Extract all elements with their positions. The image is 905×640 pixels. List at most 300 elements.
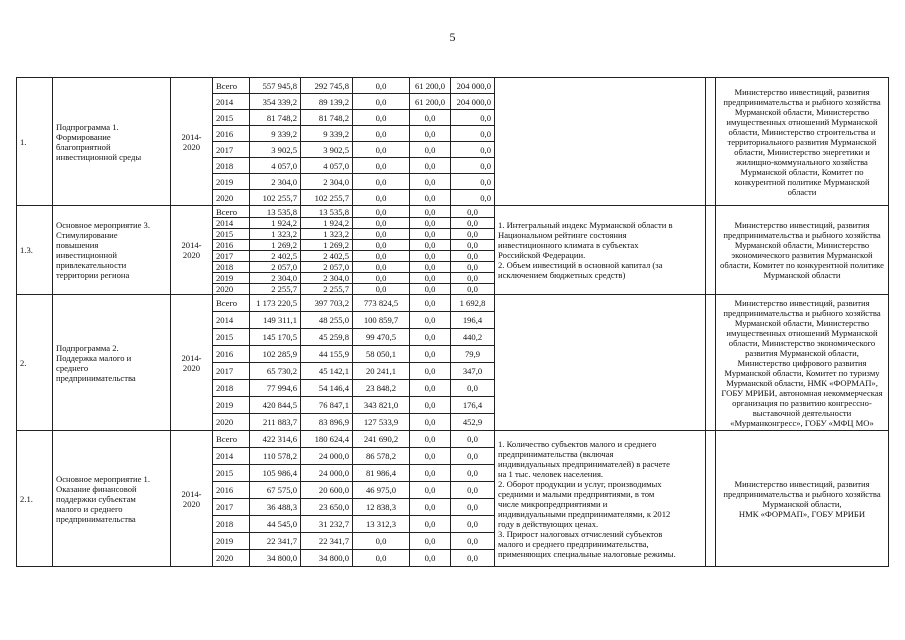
executor-line: выставочной деятельности (752, 407, 852, 418)
amount-cell: 0,0 (410, 240, 451, 251)
amount-cell: 557 945,8 (250, 78, 301, 94)
program-name-line: среднего (56, 362, 89, 373)
amount-cell: 0,0 (410, 126, 451, 142)
indicator-line: предпринимательства (включая (498, 448, 614, 459)
program-name-line: Основное мероприятие 1. (56, 473, 150, 484)
amount-cell: 0,0 (451, 218, 495, 229)
amount-cell: 149 311,1 (250, 312, 301, 329)
program-name-line: Основное мероприятие 3. (56, 220, 150, 230)
executor-line: развития Мурманской области, (745, 347, 859, 358)
amount-cell: 211 883,7 (250, 414, 301, 431)
amount-cell: 0,0 (451, 482, 495, 499)
indicator-line: инвестиционного климата в субъектах (498, 240, 639, 250)
period-line: 2020 (182, 141, 201, 152)
amount-cell: 4 057,0 (301, 158, 353, 174)
indicator-line: индивидуальными предпринимателями, к 2012 (498, 508, 671, 519)
indicator-line: 2. Объем инвестиций в основной капитал (за (498, 260, 663, 270)
amount-cell: 48 255,0 (301, 312, 353, 329)
executor-line: Мурманской области, Комитет по туризму (724, 367, 880, 378)
executor-line: Министерство инвестиций, развития (734, 86, 870, 97)
program-name-line: предпринимательства (56, 372, 136, 383)
year-cell: 2019 (213, 397, 250, 414)
program-name-line: Стимулирование (56, 230, 118, 240)
amount-cell: 0,0 (410, 431, 451, 448)
year-cell: 2015 (213, 110, 250, 126)
indicator-line: году в действующих ценах. (498, 518, 599, 529)
program-name-line: малого и среднего (56, 503, 123, 514)
year-cell: Всего (213, 78, 250, 94)
program-name-line: повышения (56, 240, 99, 250)
amount-cell: 100 859,7 (353, 312, 410, 329)
amount-cell: 81 748,2 (301, 110, 353, 126)
amount-cell: 0,0 (451, 273, 495, 284)
amount-cell: 0,0 (410, 329, 451, 346)
amount-cell: 0,0 (410, 273, 451, 284)
amount-cell: 0,0 (410, 284, 451, 295)
amount-cell: 3 902,5 (301, 142, 353, 158)
indicator-line: 2. Оборот продукции и услуг, производимых (498, 478, 662, 489)
executor-line: конкурентной политике Мурманской (734, 176, 870, 187)
amount-cell: 24 000,0 (301, 448, 353, 465)
amount-cell: 0,0 (353, 284, 410, 295)
program-name-line: предпринимательства (56, 513, 136, 524)
amount-cell: 0,0 (451, 158, 495, 174)
amount-cell: 4 057,0 (250, 158, 301, 174)
year-cell: 2017 (213, 142, 250, 158)
indicator-line: на 1 тыс. человек населения. (498, 468, 604, 479)
program-name (53, 206, 171, 295)
amount-cell: 0,0 (353, 94, 410, 110)
amount-cell: 99 470,5 (353, 329, 410, 346)
amount-cell: 204 000,0 (451, 78, 495, 94)
amount-cell: 0,0 (451, 174, 495, 190)
year-cell: 2016 (213, 126, 250, 142)
year-cell: 2015 (213, 229, 250, 240)
program-name-line: инвестиционной (56, 250, 117, 260)
amount-cell: 2 402,5 (301, 251, 353, 262)
amount-cell: 145 170,5 (250, 329, 301, 346)
year-cell: 2019 (213, 533, 250, 550)
amount-cell: 0,0 (353, 262, 410, 273)
amount-cell: 440,2 (451, 329, 495, 346)
year-cell: 2019 (213, 174, 250, 190)
executor-line: Министерство цифрового развития (737, 357, 867, 368)
amount-cell: 0,0 (410, 499, 451, 516)
executor-line: Министерство инвестиций, развития (734, 297, 870, 308)
spacer-cell (706, 206, 716, 295)
amount-cell: 292 745,8 (301, 78, 353, 94)
amount-cell: 0,0 (353, 158, 410, 174)
amount-cell: 0,0 (353, 229, 410, 240)
program-name (53, 295, 171, 431)
amount-cell: 3 902,5 (250, 142, 301, 158)
amount-cell: 1 924,2 (250, 218, 301, 229)
amount-cell: 9 339,2 (250, 126, 301, 142)
amount-cell: 0,0 (451, 448, 495, 465)
amount-cell: 0,0 (410, 262, 451, 273)
amount-cell: 36 488,3 (250, 499, 301, 516)
amount-cell: 110 578,2 (250, 448, 301, 465)
year-cell: Всего (213, 295, 250, 312)
amount-cell: 452,9 (451, 414, 495, 431)
executor-line: Мурманской области (763, 270, 841, 280)
amount-cell: 343 821,0 (353, 397, 410, 414)
year-cell: 2020 (213, 414, 250, 431)
amount-cell: 44 155,9 (301, 346, 353, 363)
indicator-line: средними и малыми предприятиями, в том (498, 488, 655, 499)
indicators (495, 295, 706, 431)
period-line: 2014- (181, 488, 202, 499)
amount-cell: 65 730,2 (250, 363, 301, 380)
executor-line: предпринимательства и рыбного хозяйства (723, 488, 881, 499)
amount-cell: 0,0 (451, 142, 495, 158)
amount-cell: 422 314,6 (250, 431, 301, 448)
year-cell: 2016 (213, 482, 250, 499)
amount-cell: 0,0 (451, 262, 495, 273)
executor-line: ГОБУ МРИБИ, автономная некоммерческая (721, 387, 883, 398)
item-number: 1.3. (17, 206, 53, 295)
executor-line: области, Министерство экономического (728, 337, 876, 348)
amount-cell: 0,0 (410, 110, 451, 126)
amount-cell: 2 057,0 (301, 262, 353, 273)
year-cell: 2014 (213, 218, 250, 229)
amount-cell: 13 535,8 (250, 206, 301, 218)
indicator-line: малого и среднего предпринимательства, (498, 538, 649, 549)
year-cell: 2015 (213, 329, 250, 346)
amount-cell: 1 269,2 (301, 240, 353, 251)
amount-cell: 0,0 (410, 190, 451, 206)
executor-line: Мурманской области, (762, 498, 842, 509)
indicators (495, 206, 706, 295)
executor-line: экономического развития Мурманской (731, 250, 873, 260)
indicator-line: Российской Федерации. (498, 250, 586, 260)
year-cell: 2014 (213, 312, 250, 329)
amount-cell: 23 650,0 (301, 499, 353, 516)
amount-cell: 46 975,0 (353, 482, 410, 499)
amount-cell: 79,9 (451, 346, 495, 363)
amount-cell: 204 000,0 (451, 94, 495, 110)
year-cell: 2016 (213, 346, 250, 363)
program-name-line: Формирование (56, 131, 111, 142)
amount-cell: 13 535,8 (301, 206, 353, 218)
amount-cell: 76 847,1 (301, 397, 353, 414)
program-name-line: Подпрограмма 1. (56, 121, 119, 132)
executor-line: НМК «ФОРМАП», ГОБУ МРИБИ (738, 508, 866, 519)
year-cell: 2015 (213, 465, 250, 482)
amount-cell: 0,0 (451, 380, 495, 397)
executors (716, 78, 889, 206)
amount-cell: 2 255,7 (250, 284, 301, 295)
period-line: 2014- (181, 131, 202, 142)
period (171, 431, 213, 567)
amount-cell: 23 848,2 (353, 380, 410, 397)
year-cell: 2014 (213, 448, 250, 465)
amount-cell: 0,0 (410, 295, 451, 312)
amount-cell: 1 924,2 (301, 218, 353, 229)
amount-cell: 397 703,2 (301, 295, 353, 312)
amount-cell: 0,0 (353, 550, 410, 567)
amount-cell: 1 323,2 (250, 229, 301, 240)
amount-cell: 34 800,0 (250, 550, 301, 567)
amount-cell: 2 304,0 (250, 273, 301, 284)
amount-cell: 176,4 (451, 397, 495, 414)
amount-cell: 0,0 (353, 206, 410, 218)
amount-cell: 1 692,8 (451, 295, 495, 312)
executor-line: области, Министерство энергетики и (734, 146, 870, 157)
table-row (17, 431, 889, 448)
executor-line: области, Комитет по конкурентной политике (720, 260, 884, 270)
amount-cell: 0,0 (451, 550, 495, 567)
amount-cell: 0,0 (353, 142, 410, 158)
executor-line: организация по развитию конгрессно- (732, 397, 872, 408)
table-row (17, 295, 889, 312)
indicator-line: Национальном рейтинге состояния (498, 230, 627, 240)
amount-cell: 12 838,3 (353, 499, 410, 516)
period (171, 206, 213, 295)
program-name-line: привлекательности (56, 260, 127, 270)
executor-line: области (787, 186, 817, 197)
amount-cell: 241 690,2 (353, 431, 410, 448)
amount-cell: 81 986,4 (353, 465, 410, 482)
amount-cell: 0,0 (451, 499, 495, 516)
amount-cell: 0,0 (451, 110, 495, 126)
spacer-cell (706, 78, 716, 206)
indicator-line: индивидуальных предпринимателей) в расчете (498, 458, 670, 469)
program-name-line: Оказание финансовой (56, 483, 137, 494)
amount-cell: 0,0 (410, 465, 451, 482)
amount-cell: 45 259,8 (301, 329, 353, 346)
amount-cell: 0,0 (353, 533, 410, 550)
amount-cell: 0,0 (451, 251, 495, 262)
amount-cell: 0,0 (451, 229, 495, 240)
year-cell: Всего (213, 206, 250, 218)
indicator-line: 1. Количество субъектов малого и среднего (498, 438, 657, 449)
executor-line: территориального развития Мурманской (727, 136, 877, 147)
year-cell: 2018 (213, 380, 250, 397)
amount-cell: 0,0 (410, 414, 451, 431)
amount-cell: 0,0 (410, 312, 451, 329)
executor-line: Мурманской области, Комитет по (740, 166, 864, 177)
amount-cell: 89 139,2 (301, 94, 353, 110)
amount-cell: 86 578,2 (353, 448, 410, 465)
program-name-line: инвестиционной среды (56, 151, 142, 162)
amount-cell: 0,0 (410, 363, 451, 380)
period (171, 295, 213, 431)
amount-cell: 58 050,1 (353, 346, 410, 363)
executors (716, 206, 889, 295)
amount-cell: 0,0 (353, 218, 410, 229)
executor-line: предпринимательства и рыбного хозяйства (723, 307, 881, 318)
amount-cell: 0,0 (410, 397, 451, 414)
amount-cell: 0,0 (410, 251, 451, 262)
amount-cell: 13 312,3 (353, 516, 410, 533)
amount-cell: 0,0 (451, 533, 495, 550)
year-cell: 2019 (213, 273, 250, 284)
amount-cell: 83 896,9 (301, 414, 353, 431)
item-number: 2.1. (17, 431, 53, 567)
indicator-line: 3. Прирост налоговых отчислений субъектов (498, 528, 663, 539)
year-cell: 2018 (213, 262, 250, 273)
indicators (495, 431, 706, 567)
executor-line: предпринимательства и рыбного хозяйства (723, 230, 881, 240)
executor-line: имущественных отношений Мурманской (726, 327, 878, 338)
amount-cell: 2 255,7 (301, 284, 353, 295)
executor-line: Мурманской области, НМК «ФОРМАП», (726, 377, 878, 388)
amount-cell: 102 285,9 (250, 346, 301, 363)
period (171, 78, 213, 206)
amount-cell: 0,0 (451, 240, 495, 251)
period-line: 2020 (182, 498, 201, 509)
amount-cell: 0,0 (410, 482, 451, 499)
amount-cell: 2 304,0 (301, 273, 353, 284)
amount-cell: 2 304,0 (250, 174, 301, 190)
amount-cell: 347,0 (451, 363, 495, 380)
amount-cell: 0,0 (410, 218, 451, 229)
table-row (17, 78, 889, 94)
amount-cell: 0,0 (353, 110, 410, 126)
executor-line: Мурманской области, Министерство (734, 317, 870, 328)
amount-cell: 0,0 (410, 142, 451, 158)
amount-cell: 0,0 (451, 516, 495, 533)
amount-cell: 0,0 (410, 448, 451, 465)
year-cell: 2018 (213, 516, 250, 533)
amount-cell: 67 575,0 (250, 482, 301, 499)
period-line: 2014- (181, 352, 202, 363)
indicator-line: применяющих специальные налоговые режимы. (498, 548, 676, 559)
executor-line: Министерство инвестиций, развития (734, 478, 870, 489)
year-cell: 2017 (213, 499, 250, 516)
executor-line: предпринимательства и рыбного хозяйства (723, 96, 881, 107)
amount-cell: 0,0 (353, 126, 410, 142)
amount-cell: 102 255,7 (250, 190, 301, 206)
period-line: 2014- (181, 240, 202, 250)
amount-cell: 0,0 (353, 240, 410, 251)
year-cell: 2014 (213, 94, 250, 110)
program-name-line: Поддержка малого и (56, 352, 132, 363)
amount-cell: 22 341,7 (301, 533, 353, 550)
amount-cell: 0,0 (410, 229, 451, 240)
year-cell: 2020 (213, 190, 250, 206)
amount-cell: 0,0 (410, 346, 451, 363)
amount-cell: 0,0 (410, 158, 451, 174)
executor-line: «Мурманконгресс», ГОБУ «МФЦ МО» (730, 417, 874, 428)
amount-cell: 0,0 (410, 550, 451, 567)
indicator-line: 1. Интегральный индекс Мурманской области в (498, 220, 673, 230)
amount-cell: 77 994,6 (250, 380, 301, 397)
amount-cell: 0,0 (451, 206, 495, 218)
spacer-cell (706, 295, 716, 431)
amount-cell: 2 304,0 (301, 174, 353, 190)
executor-line: области, Министерство строительства и (728, 126, 876, 137)
program-name-line: поддержки субъектам (56, 493, 136, 504)
amount-cell: 34 800,0 (301, 550, 353, 567)
executor-line: Мурманской области, Министерство (734, 106, 870, 117)
amount-cell: 105 986,4 (250, 465, 301, 482)
amount-cell: 773 824,5 (353, 295, 410, 312)
year-cell: Всего (213, 431, 250, 448)
amount-cell: 44 545,0 (250, 516, 301, 533)
item-number: 1. (17, 78, 53, 206)
amount-cell: 127 533,9 (353, 414, 410, 431)
amount-cell: 20 600,0 (301, 482, 353, 499)
item-number: 2. (17, 295, 53, 431)
executor-line: Министерство инвестиций, развития (734, 220, 870, 230)
amount-cell: 0,0 (410, 206, 451, 218)
amount-cell: 31 232,7 (301, 516, 353, 533)
indicator-line: числе микропредприятиями и (498, 498, 608, 509)
indicators (495, 78, 706, 206)
amount-cell: 61 200,0 (410, 78, 451, 94)
year-cell: 2018 (213, 158, 250, 174)
period-line: 2020 (182, 250, 201, 260)
year-cell: 2017 (213, 363, 250, 380)
program-name-line: Подпрограмма 2. (56, 342, 119, 353)
amount-cell: 0,0 (353, 273, 410, 284)
amount-cell: 196,4 (451, 312, 495, 329)
amount-cell: 45 142,1 (301, 363, 353, 380)
page-number: 5 (449, 30, 456, 44)
amount-cell: 0,0 (353, 251, 410, 262)
program-name (53, 78, 171, 206)
amount-cell: 354 339,2 (250, 94, 301, 110)
executor-line: Мурманской области, Министерство (734, 240, 870, 250)
year-cell: 2020 (213, 550, 250, 567)
amount-cell: 1 269,2 (250, 240, 301, 251)
amount-cell: 81 748,2 (250, 110, 301, 126)
program-name-line: территории региона (56, 270, 130, 280)
program-name (53, 431, 171, 567)
amount-cell: 1 323,2 (301, 229, 353, 240)
year-cell: 2020 (213, 284, 250, 295)
spacer-cell (706, 431, 716, 567)
amount-cell: 180 624,4 (301, 431, 353, 448)
amount-cell: 0,0 (410, 516, 451, 533)
indicator-line: исключением бюджетных средств) (498, 270, 626, 280)
amount-cell: 22 341,7 (250, 533, 301, 550)
table-row (17, 206, 889, 218)
amount-cell: 61 200,0 (410, 94, 451, 110)
amount-cell: 420 844,5 (250, 397, 301, 414)
amount-cell: 9 339,2 (301, 126, 353, 142)
executor-line: имущественных отношений Мурманской (726, 116, 878, 127)
amount-cell: 0,0 (353, 174, 410, 190)
amount-cell: 0,0 (410, 380, 451, 397)
amount-cell: 2 057,0 (250, 262, 301, 273)
amount-cell: 0,0 (451, 284, 495, 295)
executor-line: жилищно-коммунального хозяйства (736, 156, 868, 167)
amount-cell: 1 173 220,5 (250, 295, 301, 312)
amount-cell: 2 402,5 (250, 251, 301, 262)
executors (716, 295, 889, 431)
amount-cell: 0,0 (451, 431, 495, 448)
period-line: 2020 (182, 362, 201, 373)
amount-cell: 0,0 (451, 465, 495, 482)
year-cell: 2017 (213, 251, 250, 262)
amount-cell: 0,0 (353, 78, 410, 94)
amount-cell: 0,0 (451, 126, 495, 142)
program-funding-table (16, 77, 889, 567)
amount-cell: 24 000,0 (301, 465, 353, 482)
amount-cell: 102 255,7 (301, 190, 353, 206)
amount-cell: 0,0 (410, 533, 451, 550)
executors (716, 431, 889, 567)
program-name-line: благоприятной (56, 141, 111, 152)
amount-cell: 0,0 (451, 190, 495, 206)
year-cell: 2016 (213, 240, 250, 251)
amount-cell: 0,0 (410, 174, 451, 190)
amount-cell: 0,0 (353, 190, 410, 206)
amount-cell: 54 146,4 (301, 380, 353, 397)
